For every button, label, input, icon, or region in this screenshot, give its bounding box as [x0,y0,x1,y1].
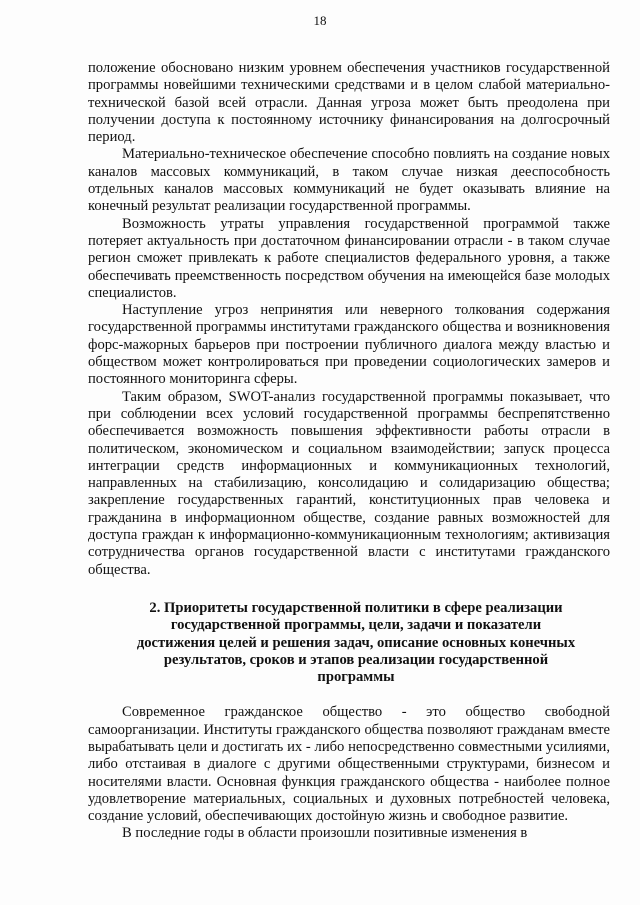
paragraph: В последние годы в области произошли позитивные изменения в [122,825,528,842]
paragraph: Таким образом, SWOT-анализ государственной программы показывает, что при соблюдении всех условий государственной программы беспрепятственно обеспечивается возможность повышения эффективности работы отрасли в политическом, экономическом и социальном взаимодействии; запуск процесса интеграции средств информационных и коммуникационных технологий, направленных на стабилизацию, консолидацию и солидаризацию общества; закрепление государственных гарантий, конституционных прав человека и гражданина в информационном обществе, создание равных возможностей для доступа граждан к информационно-коммуникационным технологиям; активизация сотрудничества органов государственной власти с институтами гражданского общества. [88,388,610,578]
paragraph: Современное гражданское общество - это общество свободной самоорганизации. Институты гражданского общества позволяют гражданам вместе вырабатывать цели и достигать их - либо непосредственно совместными усилиями, либо отстаивая в диалоге с другими общественными структурами, бизнесом и носителями власти. Основная функция гражданского общества - наиболее полное удовлетворение материальных, социальных и духовных потребностей человека, создание условий, обеспечивающих достойную жизнь и свободное развитие. [88,704,610,825]
document-body [88,60,610,843]
paragraph: Материально-техническое обеспечение способно повлиять на создание новых каналов массовых коммуникаций, в таком случае низкая дееспособность отдельных каналов массовых коммуникаций не будет оказывать влияние на конечный результат реализации государственной программы. [88,146,610,215]
paragraph: Наступление угроз непринятия или неверного толкования содержания государственной программы институтами гражданского общества и возникновения форс-мажорных барьеров при построении публичного диалога между властью и обществом может контролироваться при проведении социологических замеров и постоянного мониторинга сферы. [88,302,610,388]
paragraph: положение обосновано низким уровнем обеспечения участников государственной программы новейшими техническими средствами и в целом слабой материально-технической базой всей отрасли. Данная угроза может быть преодолена при получении доступа к постоянному источнику финансирования на долгосрочный период. [88,60,610,146]
page-number: 18 [313,13,327,28]
section-heading: 2. Приоритеты государственной политики в сфере реализации государственной программы, цели, задачи и показатели достижения целей и решения задач, описание основных конечных результатов, сроков и этапов реализации государственной программы [136,599,576,686]
paragraph: Возможность утраты управления государственной программой также потеряет актуальность при достаточном финансировании отрасли - в таком случае регион сможет привлекать к работе специалистов федерального уровня, а также обеспечивать преемственность посредством обучения на имеющейся базе молодых специалистов. [88,215,610,301]
